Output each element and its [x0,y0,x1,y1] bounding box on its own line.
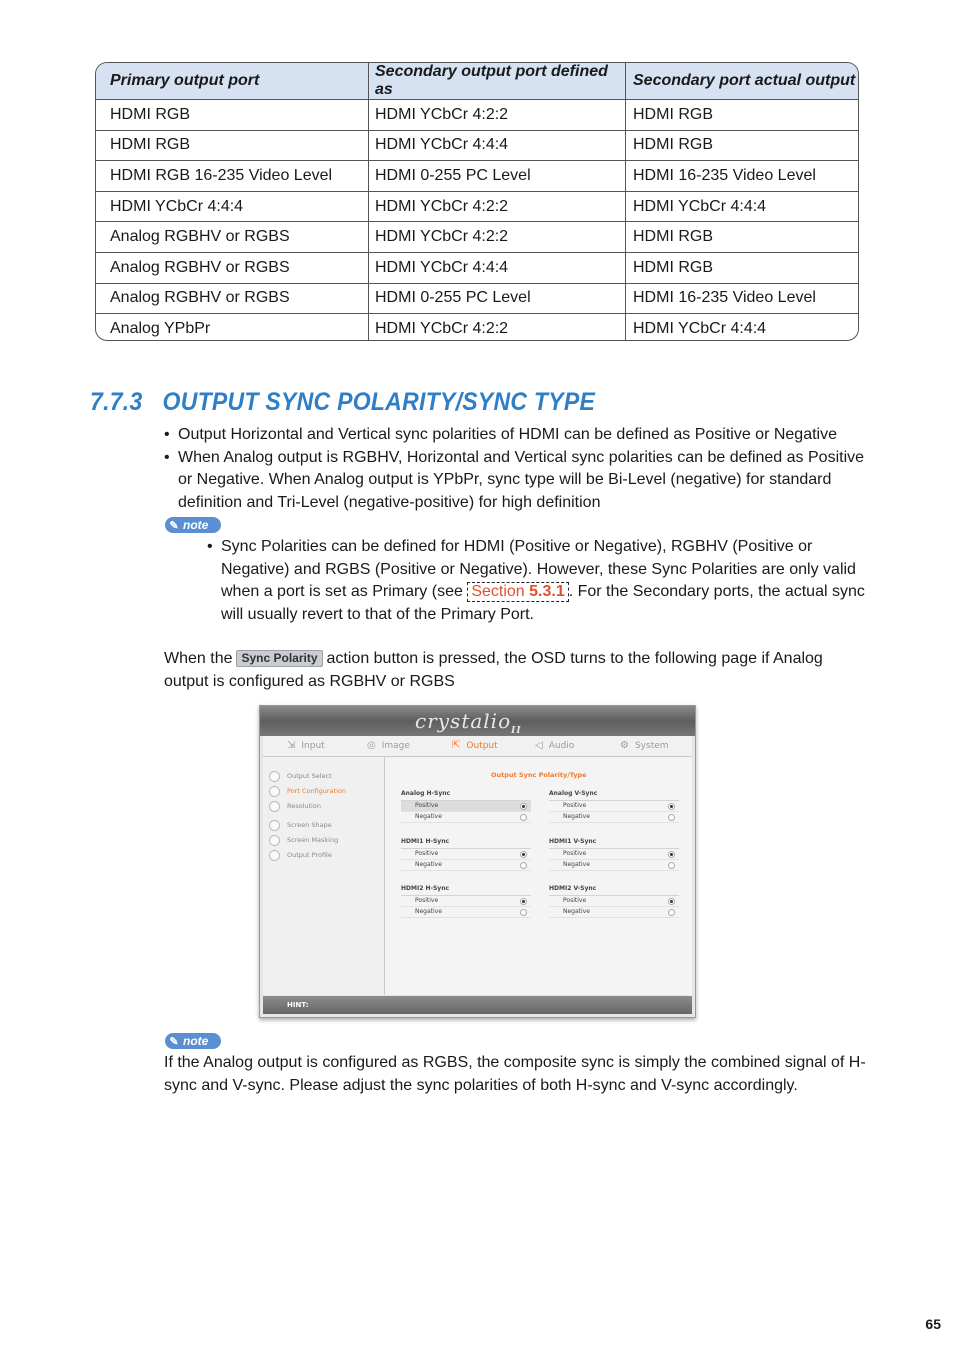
tab-audio[interactable]: ◁ Audio [535,740,575,751]
table-cell: Analog RGBHV or RGBS [96,252,369,283]
option-negative[interactable]: Negative [549,860,679,871]
osd-sidebar [263,757,385,995]
analog-v-sync-group: Analog V-Sync Positive Negative [549,790,679,823]
hdmi1-h-sync-group: HDMI1 H-Sync Positive Negative [401,838,531,871]
option-negative[interactable]: Negative [401,812,531,823]
option-positive[interactable]: Positive [401,896,531,907]
table-row [96,314,858,341]
hdmi2-h-sync-group: HDMI2 H-Sync Positive Negative [401,885,531,918]
tab-input[interactable]: ⇲ Input [287,740,325,751]
table-cell: HDMI YCbCr 4:2:2 [369,100,626,131]
bullet-text: Output Horizontal and Vertical sync polarities of HDMI can be defined as Positive or Negative [178,426,837,443]
table-cell: HDMI 0-255 PC Level [369,283,626,314]
option-negative[interactable]: Negative [401,860,531,871]
table-cell: HDMI YCbCr 4:4:4 [96,191,369,222]
sidebar-item-screen-masking[interactable]: Screen Masking [269,834,338,846]
table-cell: HDMI YCbCr 4:4:4 [369,130,626,161]
bullet-list [164,424,864,514]
sidebar-item-output-select[interactable]: Output Select [269,770,332,782]
crystalio-logo: crystalio$_{II}$ [415,709,522,736]
sidebar-item-resolution[interactable]: Resolution [269,800,321,812]
table-row [96,161,858,192]
hdmi2-v-sync-group: HDMI2 V-Sync Positive Negative [549,885,679,918]
gear-icon: ⚙ [620,740,629,751]
sidebar-item-port-configuration[interactable]: Port Configuration [269,785,346,797]
table-cell: HDMI YCbCr 4:4:4 [626,191,859,222]
table-cell: Analog YPbPr [96,314,369,341]
table-cell: HDMI YCbCr 4:4:4 [369,252,626,283]
osd-screenshot [259,705,696,1018]
section-link[interactable]: Section 5.3.1 [467,582,568,602]
hint-bar: HINT: [263,996,692,1014]
table-cell: HDMI RGB [626,130,859,161]
option-positive[interactable]: Positive [549,896,679,907]
osd-tab-bar [263,736,692,757]
option-negative[interactable]: Negative [549,907,679,918]
table-cell: HDMI RGB [626,100,859,131]
analog-h-sync-group: Analog H-Sync Positive Negative [401,790,531,823]
table-cell: HDMI YCbCr 4:4:4 [633,319,767,337]
note-badge: ✎ note [165,517,221,533]
note-badge: ✎ note [165,1033,221,1049]
speaker-icon: ◁ [535,740,543,751]
table-cell: Analog RGBHV or RGBS [96,222,369,253]
table-row [96,191,858,222]
table-cell: HDMI YCbCr 4:2:2 [369,314,626,341]
table-cell: Analog RGBHV or RGBS [96,283,369,314]
tab-image[interactable]: ◎ Image [367,740,410,751]
note-bullet: • Sync Polarities can be defined for HDMI (Positive or Negative), RGBHV (Positive or Negative) and RGBS (Positive or Negative). However, these Sync Polarities are only valid when a port is set as Primary (see Section 5.3.1 . For the Secondary ports, the actual sync will usually revert to that of the Primary Port. [207,538,865,623]
column-header: Primary output port [96,63,369,100]
option-positive[interactable]: Positive [401,801,531,812]
hdmi1-v-sync-group: HDMI1 V-Sync Positive Negative [549,838,679,871]
table-cell: HDMI RGB 16-235 Video Level [96,161,369,192]
table-cell: HDMI RGB [626,252,859,283]
option-negative[interactable]: Negative [401,907,531,918]
eye-icon: ◎ [367,740,376,751]
final-paragraph: If the Analog output is configured as RGBS, the composite sync is simply the combined signal of H-sync and V-sync. Please adjust the sync polarities of both H-sync and V-sync accordingly. [164,1054,866,1094]
table-cell: HDMI RGB [96,130,369,161]
table-row [96,283,858,314]
table-cell: HDMI 0-255 PC Level [369,161,626,192]
panel-title: Output Sync Polarity/Type [491,771,587,779]
bullet-item: • When Analog output is RGBHV, Horizontal and Vertical sync polarities can be defined as Positive or Negative. When Analog output is YPbPr, sync type will be Bi-Level (negative) for standard definition and Tri-Level (negative-positive) for high definition [164,448,865,511]
table-cell: HDMI 16-235 Video Level [626,283,859,314]
option-positive[interactable]: Positive [401,849,531,860]
pencil-icon: ✎ [169,1036,179,1048]
note-block [207,536,867,626]
bullet-item: • Output Horizontal and Vertical sync polarities of HDMI can be defined as Positive or Negative [164,426,837,443]
option-negative[interactable]: Negative [549,812,679,823]
option-positive[interactable]: Positive [549,801,679,812]
sidebar-item-output-profile[interactable]: Output Profile [269,849,332,861]
pencil-icon: ✎ [169,520,179,532]
output-icon: ⇱ [452,740,461,751]
table-cell: HDMI 16-235 Video Level [626,161,859,192]
page-number: 65 [925,1316,941,1332]
tab-system[interactable]: ⚙ System [620,740,669,751]
sync-polarity-button[interactable]: Sync Polarity [236,650,322,667]
table-row [96,252,858,283]
tab-output[interactable]: ⇱ Output [452,740,498,751]
table-cell: HDMI RGB [96,100,369,131]
table-cell: HDMI RGB [626,222,859,253]
input-icon: ⇲ [287,740,296,751]
bullet-text: When Analog output is RGBHV, Horizontal and Vertical sync polarities can be defined as Positive or Negative. When Analog output is YPbPr, sync type will be Bi-Level (negative) for standard definition and Tri-Level (negative-positive) for high definition [178,448,865,511]
column-header: Secondary output port defined as [369,63,626,100]
table-row [96,130,858,161]
port-output-table [95,62,859,341]
osd-title-bar [260,706,695,736]
column-header: Secondary port actual output [626,63,859,100]
table-header-row [96,63,858,100]
option-positive[interactable]: Positive [549,849,679,860]
table-row [96,222,858,253]
table-cell: HDMI YCbCr 4:2:2 [369,191,626,222]
when-paragraph: When the Sync Polarity action button is pressed, the OSD turns to the following page if Analog output is configured as RGBHV or RGBS [164,650,823,690]
sidebar-item-screen-shape[interactable]: Screen Shape [269,819,332,831]
section-heading: 7.7.3 OUTPUT SYNC POLARITY/SYNC TYPE [90,388,596,416]
table-row [96,100,858,131]
table-cell: HDMI YCbCr 4:2:2 [369,222,626,253]
osd-panel [385,757,692,995]
